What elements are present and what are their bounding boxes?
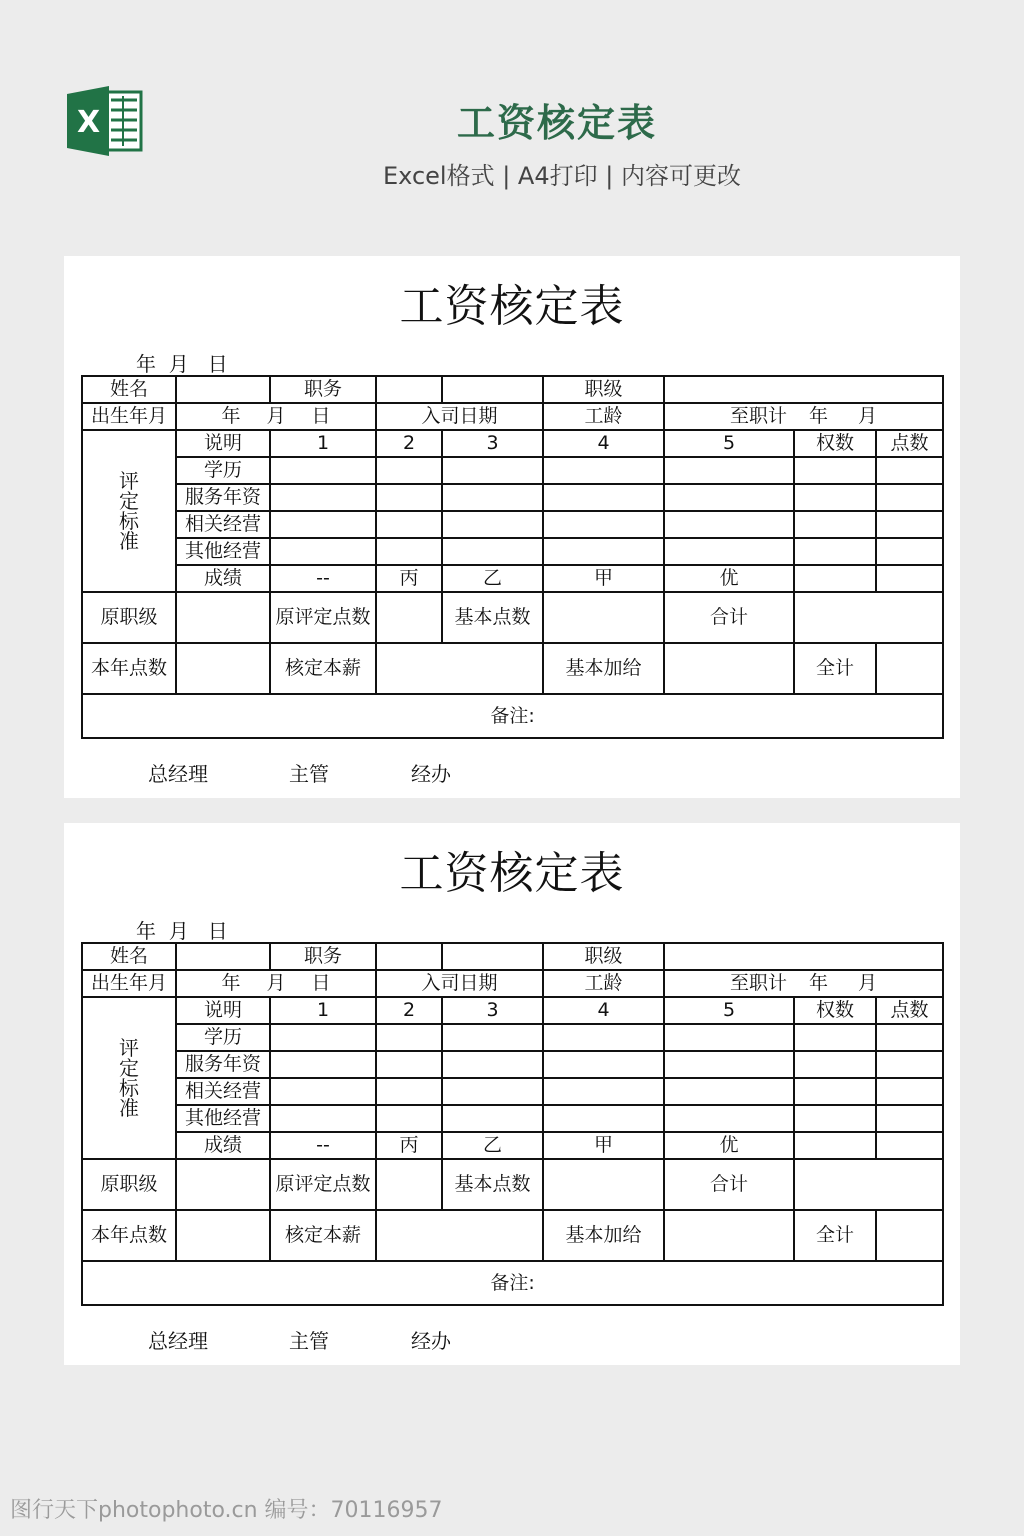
orig-level-label: 原职级 [82, 1159, 176, 1210]
until-year: 年 [809, 405, 829, 427]
criteria-item: 服务年资 [176, 484, 270, 511]
grade-cell: 丙 [376, 1132, 442, 1159]
criteria-header: 说明 [176, 430, 270, 457]
criteria-header: 1 [270, 997, 376, 1024]
position-cell-2[interactable] [442, 376, 543, 403]
sign-supervisor: 主管 [289, 1329, 329, 1353]
criteria-cell[interactable] [376, 1024, 442, 1051]
criteria-cell[interactable] [270, 1024, 376, 1051]
criteria-cell[interactable] [664, 511, 794, 538]
criteria-cell[interactable] [876, 1078, 943, 1105]
date-line: 年 月 日 [136, 919, 228, 943]
birth-date-cell[interactable] [176, 970, 376, 997]
base-points-cell[interactable] [543, 1159, 664, 1210]
until-label: 至职计 [729, 405, 787, 427]
date-line: 年 月 日 [136, 352, 228, 376]
criteria-cell[interactable] [794, 1078, 876, 1105]
sign-general-manager: 总经理 [148, 762, 208, 786]
subtotal-label: 合计 [664, 1159, 794, 1210]
join-date-label: 入司日期 [376, 403, 543, 430]
subtotal-label: 合计 [664, 592, 794, 643]
criteria-item: 服务年资 [176, 1051, 270, 1078]
criteria-header: 权数 [794, 997, 876, 1024]
page-title: 工资核定表 [456, 101, 657, 145]
criteria-header: 4 [543, 430, 664, 457]
criteria-header: 点数 [876, 997, 943, 1024]
criteria-header: 3 [442, 997, 543, 1024]
criteria-char: 准 [119, 1096, 139, 1120]
criteria-char: 标 [119, 509, 139, 533]
grade-label: 成绩 [176, 1132, 270, 1159]
criteria-header: 2 [376, 430, 442, 457]
criteria-cell[interactable] [376, 1105, 442, 1132]
criteria-char: 标 [119, 1076, 139, 1100]
birth-month: 月 [266, 405, 286, 427]
year-points-cell[interactable] [176, 643, 270, 694]
orig-points-cell[interactable] [376, 1159, 442, 1210]
grade-cell[interactable] [794, 565, 876, 592]
criteria-char: 定 [119, 489, 139, 513]
birth-label: 出生年月 [82, 970, 176, 997]
criteria-cell[interactable] [664, 1078, 794, 1105]
criteria-cell[interactable] [543, 511, 664, 538]
name-label: 姓名 [82, 376, 176, 403]
svg-text:X: X [77, 105, 101, 140]
criteria-cell[interactable] [270, 1105, 376, 1132]
grade-cell: 乙 [442, 1132, 543, 1159]
criteria-cell[interactable] [376, 484, 442, 511]
criteria-cell[interactable] [664, 538, 794, 565]
criteria-cell[interactable] [664, 484, 794, 511]
total-cell[interactable] [876, 643, 943, 694]
criteria-cell[interactable] [794, 538, 876, 565]
criteria-header: 5 [664, 430, 794, 457]
criteria-cell[interactable] [876, 538, 943, 565]
position-cell-2[interactable] [442, 943, 543, 970]
grade-cell: 甲 [543, 1132, 664, 1159]
criteria-header: 说明 [176, 997, 270, 1024]
position-cell[interactable] [376, 943, 442, 970]
approved-salary-label: 核定本薪 [270, 1210, 376, 1261]
grade-cell: 优 [664, 1132, 794, 1159]
page-subtitle: Excel格式 | A4打印 | 内容可更改 [383, 162, 741, 190]
criteria-header: 4 [543, 997, 664, 1024]
until-year: 年 [809, 972, 829, 994]
criteria-header: 3 [442, 430, 543, 457]
criteria-vertical-label [82, 430, 176, 592]
criteria-header: 1 [270, 430, 376, 457]
watermark: 图行天下photophoto.cn 编号：70116957 [10, 1498, 443, 1523]
criteria-cell[interactable] [543, 1078, 664, 1105]
grade-cell: 丙 [376, 565, 442, 592]
name-cell[interactable] [176, 943, 270, 970]
approved-salary-cell[interactable] [376, 643, 543, 694]
criteria-cell[interactable] [664, 457, 794, 484]
year-points-label: 本年点数 [82, 643, 176, 694]
orig-level-cell[interactable] [176, 1159, 270, 1210]
criteria-cell[interactable] [876, 457, 943, 484]
criteria-cell[interactable] [664, 1024, 794, 1051]
criteria-cell[interactable] [543, 1024, 664, 1051]
criteria-cell[interactable] [442, 484, 543, 511]
base-points-label: 基本点数 [442, 592, 543, 643]
sheet-title: 工资核定表 [399, 281, 625, 332]
criteria-cell[interactable] [442, 1105, 543, 1132]
criteria-cell[interactable] [376, 538, 442, 565]
birth-day: 日 [311, 972, 331, 994]
criteria-cell[interactable] [270, 457, 376, 484]
criteria-cell[interactable] [442, 1051, 543, 1078]
criteria-cell[interactable] [270, 511, 376, 538]
criteria-cell[interactable] [794, 457, 876, 484]
until-cell[interactable] [664, 403, 943, 430]
birth-month: 月 [266, 972, 286, 994]
salary-form-sheet [64, 823, 960, 1365]
criteria-cell[interactable] [876, 1024, 943, 1051]
until-label: 至职计 [729, 972, 787, 994]
criteria-item: 相关经营 [176, 1078, 270, 1105]
birth-year: 年 [221, 972, 241, 994]
total-label: 全计 [794, 643, 876, 694]
criteria-header: 2 [376, 997, 442, 1024]
criteria-cell[interactable] [794, 511, 876, 538]
position-label: 职务 [270, 943, 376, 970]
year-points-cell[interactable] [176, 1210, 270, 1261]
join-date-label: 入司日期 [376, 970, 543, 997]
criteria-cell[interactable] [270, 1078, 376, 1105]
criteria-cell[interactable] [664, 1051, 794, 1078]
criteria-header: 点数 [876, 430, 943, 457]
name-label: 姓名 [82, 943, 176, 970]
remark-label: 备注: [490, 704, 535, 727]
total-label: 全计 [794, 1210, 876, 1261]
total-cell[interactable] [876, 1210, 943, 1261]
sheet-title: 工资核定表 [399, 848, 625, 899]
criteria-char: 准 [119, 529, 139, 553]
level-cell[interactable] [664, 376, 943, 403]
grade-cell[interactable] [794, 1132, 876, 1159]
grade-cell: 乙 [442, 565, 543, 592]
criteria-cell[interactable] [543, 457, 664, 484]
criteria-item: 学历 [176, 1024, 270, 1051]
level-label: 职级 [543, 943, 664, 970]
year-points-label: 本年点数 [82, 1210, 176, 1261]
base-points-label: 基本点数 [442, 1159, 543, 1210]
orig-points-label: 原评定点数 [270, 592, 376, 643]
page-header [0, 0, 1024, 230]
orig-points-label: 原评定点数 [270, 1159, 376, 1210]
approved-salary-cell[interactable] [376, 1210, 543, 1261]
criteria-cell[interactable] [442, 1078, 543, 1105]
base-bonus-label: 基本加给 [543, 1210, 664, 1261]
remark-label: 备注: [490, 1271, 535, 1294]
name-cell[interactable] [176, 376, 270, 403]
birth-date-cell[interactable] [176, 403, 376, 430]
position-label: 职务 [270, 376, 376, 403]
criteria-cell[interactable] [794, 1024, 876, 1051]
criteria-cell[interactable] [376, 511, 442, 538]
criteria-cell[interactable] [794, 484, 876, 511]
grade-cell: -- [270, 1132, 376, 1159]
salary-form-table [81, 375, 944, 739]
criteria-item: 其他经营 [176, 1105, 270, 1132]
base-points-cell[interactable] [543, 592, 664, 643]
until-month: 月 [858, 972, 878, 994]
approved-salary-label: 核定本薪 [270, 643, 376, 694]
grade-cell: 优 [664, 565, 794, 592]
criteria-header: 5 [664, 997, 794, 1024]
level-cell[interactable] [664, 943, 943, 970]
criteria-cell[interactable] [442, 457, 543, 484]
criteria-char: 评 [119, 469, 139, 493]
grade-cell: 甲 [543, 565, 664, 592]
base-bonus-label: 基本加给 [543, 643, 664, 694]
criteria-cell[interactable] [876, 1051, 943, 1078]
criteria-cell[interactable] [270, 1051, 376, 1078]
criteria-vertical-label [82, 997, 176, 1159]
salary-form-table [81, 942, 944, 1306]
base-bonus-cell[interactable] [664, 1210, 794, 1261]
birth-day: 日 [311, 405, 331, 427]
grade-cell[interactable] [876, 1132, 943, 1159]
position-cell[interactable] [376, 376, 442, 403]
orig-level-cell[interactable] [176, 592, 270, 643]
seniority-label: 工龄 [543, 403, 664, 430]
birth-year: 年 [221, 405, 241, 427]
remark-cell[interactable] [82, 694, 943, 738]
criteria-item: 学历 [176, 457, 270, 484]
criteria-cell[interactable] [876, 1105, 943, 1132]
until-month: 月 [858, 405, 878, 427]
grade-cell[interactable] [876, 565, 943, 592]
criteria-cell[interactable] [376, 1078, 442, 1105]
orig-points-cell[interactable] [376, 592, 442, 643]
grade-cell: -- [270, 565, 376, 592]
orig-level-label: 原职级 [82, 592, 176, 643]
subtotal-cell[interactable] [794, 1159, 943, 1210]
criteria-cell[interactable] [664, 1105, 794, 1132]
criteria-cell[interactable] [442, 1024, 543, 1051]
subtotal-cell[interactable] [794, 592, 943, 643]
criteria-item: 相关经营 [176, 511, 270, 538]
criteria-char: 评 [119, 1036, 139, 1060]
criteria-cell[interactable] [543, 484, 664, 511]
criteria-cell[interactable] [376, 1051, 442, 1078]
criteria-cell[interactable] [876, 511, 943, 538]
criteria-header: 权数 [794, 430, 876, 457]
criteria-cell[interactable] [442, 511, 543, 538]
sign-handler: 经办 [411, 762, 451, 786]
until-cell[interactable] [664, 970, 943, 997]
remark-cell[interactable] [82, 1261, 943, 1305]
criteria-char: 定 [119, 1056, 139, 1080]
criteria-cell[interactable] [270, 484, 376, 511]
criteria-cell[interactable] [376, 457, 442, 484]
sign-handler: 经办 [411, 1329, 451, 1353]
birth-label: 出生年月 [82, 403, 176, 430]
level-label: 职级 [543, 376, 664, 403]
criteria-cell[interactable] [876, 484, 943, 511]
seniority-label: 工龄 [543, 970, 664, 997]
criteria-cell[interactable] [794, 1105, 876, 1132]
sign-general-manager: 总经理 [148, 1329, 208, 1353]
criteria-cell[interactable] [270, 538, 376, 565]
base-bonus-cell[interactable] [664, 643, 794, 694]
criteria-cell[interactable] [794, 1051, 876, 1078]
salary-form-sheet [64, 256, 960, 798]
criteria-cell[interactable] [543, 1105, 664, 1132]
grade-label: 成绩 [176, 565, 270, 592]
criteria-cell[interactable] [543, 1051, 664, 1078]
criteria-cell[interactable] [543, 538, 664, 565]
sign-supervisor: 主管 [289, 762, 329, 786]
criteria-cell[interactable] [442, 538, 543, 565]
criteria-item: 其他经营 [176, 538, 270, 565]
